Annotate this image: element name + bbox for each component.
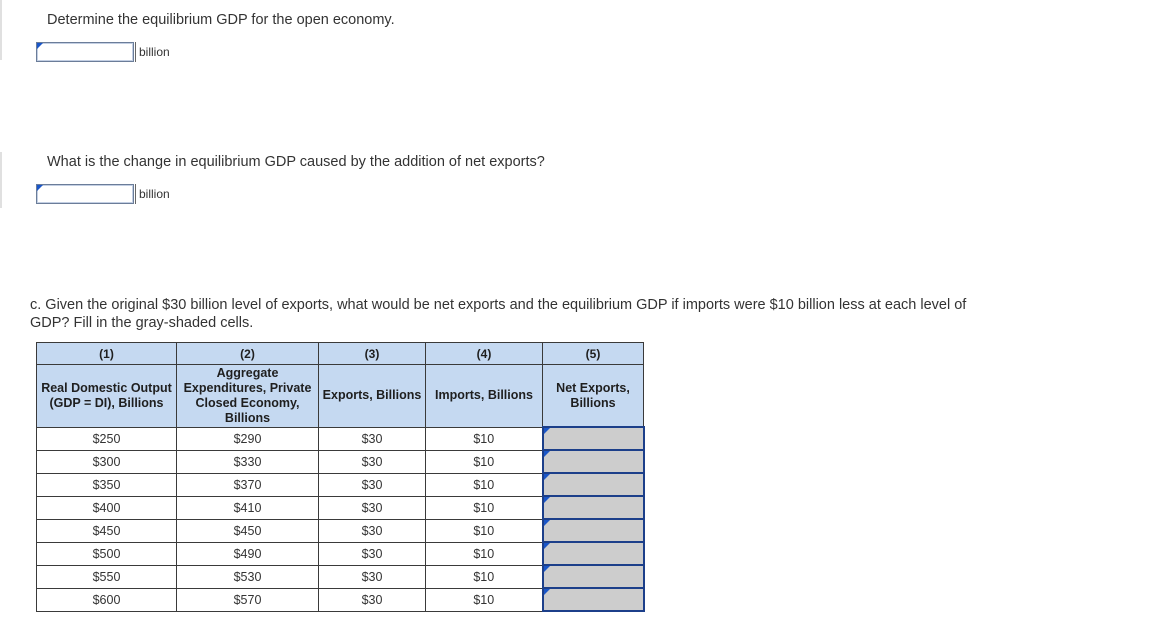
cell-imports: $10: [426, 542, 543, 565]
cell-real-domestic-output: $400: [37, 496, 177, 519]
column-number-row: [37, 343, 644, 365]
cell-exports: $30: [319, 542, 426, 565]
cell-aggregate-expenditures: $450: [177, 519, 319, 542]
column-header-real-domestic-output: Real Domestic Output (GDP = DI), Billions: [37, 365, 177, 428]
cell-real-domestic-output: $300: [37, 450, 177, 473]
column-number: (1): [37, 343, 177, 365]
net-exports-input[interactable]: [544, 520, 643, 541]
net-exports-input[interactable]: [544, 566, 643, 587]
table-row: [37, 473, 644, 496]
cell-imports: $10: [426, 565, 543, 588]
column-header-imports: Imports, Billions: [426, 365, 543, 428]
column-number: (4): [426, 343, 543, 365]
table-row: [37, 427, 644, 450]
cell-exports: $30: [319, 588, 426, 611]
question-2-gutter: [0, 152, 2, 208]
column-header-aggregate-expenditures: Aggregate Expenditures, Private Closed Economy, Billions: [177, 365, 319, 428]
table-row: [37, 519, 644, 542]
cell-aggregate-expenditures: $370: [177, 473, 319, 496]
cell-imports: $10: [426, 473, 543, 496]
cell-exports: $30: [319, 450, 426, 473]
equilibrium-gdp-open-input-box: [36, 42, 134, 62]
cell-aggregate-expenditures: $490: [177, 542, 319, 565]
cell-aggregate-expenditures: $530: [177, 565, 319, 588]
cell-exports: $30: [319, 496, 426, 519]
question-1-answer: [36, 40, 170, 64]
net-exports-input[interactable]: [544, 451, 643, 472]
economy-table: [36, 342, 645, 612]
cell-aggregate-expenditures: $410: [177, 496, 319, 519]
cell-exports: $30: [319, 519, 426, 542]
cell-imports: $10: [426, 519, 543, 542]
cell-net-exports: [543, 565, 644, 588]
net-exports-input[interactable]: [544, 474, 643, 495]
change-equilibrium-gdp-input-box: [36, 184, 134, 204]
net-exports-input[interactable]: [544, 428, 643, 449]
cell-net-exports: [543, 542, 644, 565]
cell-imports: $10: [426, 450, 543, 473]
table-row: [37, 565, 644, 588]
equilibrium-gdp-open-input[interactable]: [37, 43, 133, 61]
cell-exports: $30: [319, 427, 426, 450]
column-header-exports: Exports, Billions: [319, 365, 426, 428]
cell-net-exports: [543, 427, 644, 450]
cell-real-domestic-output: $450: [37, 519, 177, 542]
cell-exports: $30: [319, 565, 426, 588]
net-exports-input[interactable]: [544, 543, 643, 564]
column-header-row: [37, 365, 644, 428]
cell-net-exports: [543, 496, 644, 519]
column-number: (3): [319, 343, 426, 365]
question-1-gutter: [0, 0, 2, 60]
cell-imports: $10: [426, 496, 543, 519]
cell-net-exports: [543, 450, 644, 473]
cell-real-domestic-output: $550: [37, 565, 177, 588]
cell-net-exports: [543, 588, 644, 611]
table-row: [37, 450, 644, 473]
part-c-text: c. Given the original $30 billion level of exports, what would be net exports and the equilibrium GDP if imports were $10 billion less at each level of GDP? Fill in the gray-shaded cells.: [30, 297, 967, 331]
net-exports-input[interactable]: [544, 589, 643, 610]
column-number: (2): [177, 343, 319, 365]
cell-net-exports: [543, 519, 644, 542]
cell-imports: $10: [426, 588, 543, 611]
cell-net-exports: [543, 473, 644, 496]
table-row: [37, 542, 644, 565]
column-number: (5): [543, 343, 644, 365]
cell-real-domestic-output: $250: [37, 427, 177, 450]
cell-real-domestic-output: $500: [37, 542, 177, 565]
cell-imports: $10: [426, 427, 543, 450]
cell-real-domestic-output: $350: [37, 473, 177, 496]
cell-aggregate-expenditures: $290: [177, 427, 319, 450]
question-2-answer: [36, 182, 170, 206]
table-row: [37, 496, 644, 519]
table-row: [37, 588, 644, 611]
question-1-unit: billion: [135, 42, 170, 62]
cell-exports: $30: [319, 473, 426, 496]
question-1-text: Determine the equilibrium GDP for the open economy.: [47, 12, 395, 28]
cell-aggregate-expenditures: $570: [177, 588, 319, 611]
net-exports-input[interactable]: [544, 497, 643, 518]
question-2-unit: billion: [135, 184, 170, 204]
question-2-text: What is the change in equilibrium GDP caused by the addition of net exports?: [47, 154, 545, 170]
column-header-net-exports: Net Exports, Billions: [543, 365, 644, 428]
table-body: [37, 427, 644, 611]
cell-aggregate-expenditures: $330: [177, 450, 319, 473]
cell-real-domestic-output: $600: [37, 588, 177, 611]
change-equilibrium-gdp-input[interactable]: [37, 185, 133, 203]
